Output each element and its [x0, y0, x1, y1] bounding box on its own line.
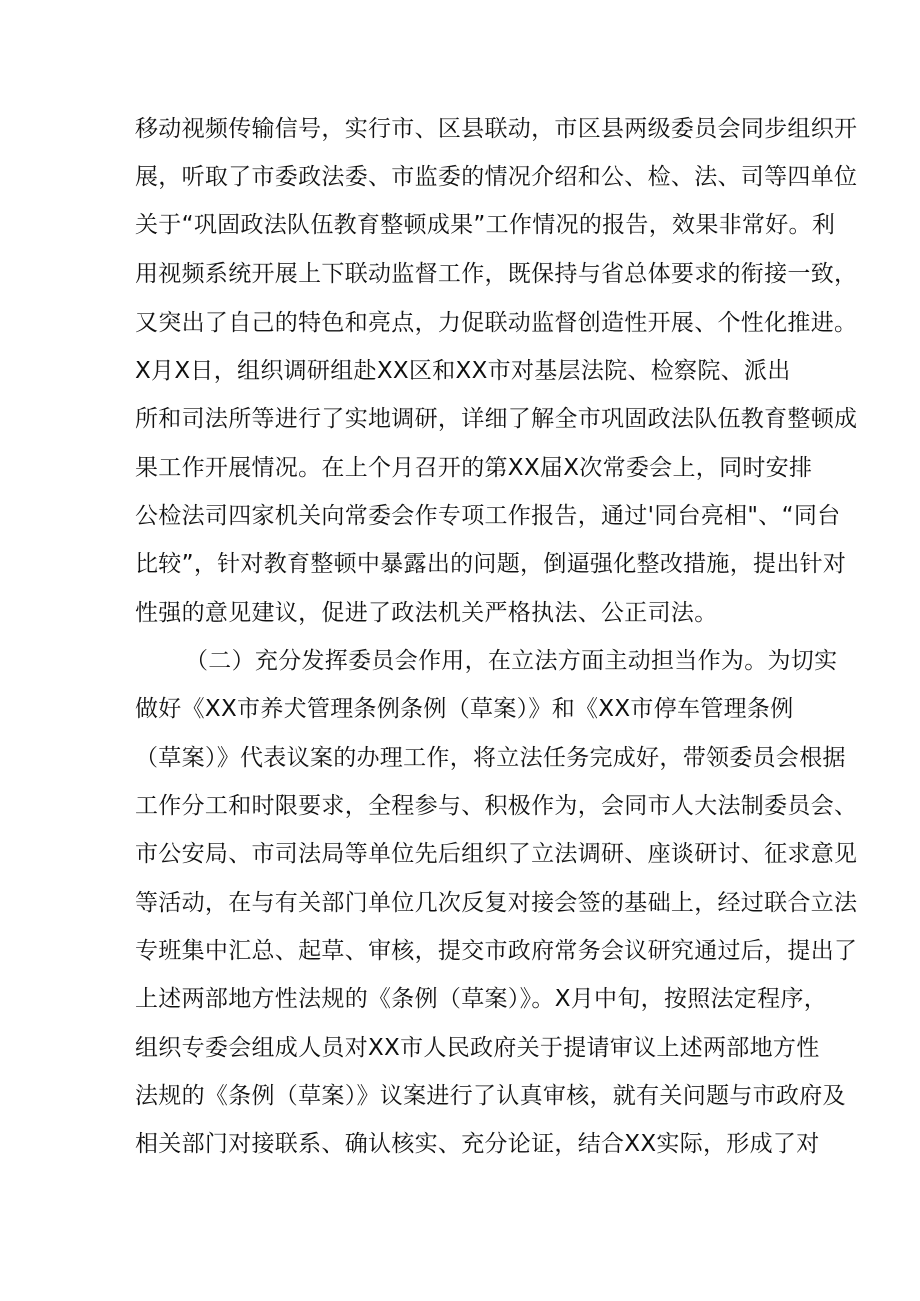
text-line: 相关部门对接联系、确认核实、充分论证，结合XX实际，形成了对	[135, 1131, 820, 1157]
text-line: 关于“巩固政法队伍教育整顿成果”工作情况的报告，效果非常好。利	[135, 212, 836, 238]
text-line: 用视频系统开展上下联动监督工作，既保持与省总体要求的衔接一致，	[135, 261, 858, 287]
text-line: X月X日，组织调研组赴XX区和XX市对基层法院、检察院、派出	[135, 358, 791, 384]
text-line: 专班集中汇总、起草、审核，提交市政府常务会议研究通过后，提出了	[135, 938, 858, 964]
text-line: 组织专委会组成人员对XX市人民政府关于提请审议上述两部地方性	[135, 1035, 820, 1061]
text-line: 工作分工和时限要求，全程参与、积极作为，会同市人大法制委员会、	[135, 793, 858, 819]
text-line: 比较”，针对教育整顿中暴露出的问题，倒逼强化整改措施，提出针对	[135, 551, 847, 577]
text-line: 法规的《条例（草案）》议案进行了认真审核，就有关问题与市政府及	[135, 1083, 846, 1109]
text-line: 性强的意见建议，促进了政法机关严格执法、公正司法。	[135, 600, 718, 626]
text-line: 所和司法所等进行了实地调研，详细了解全市巩固政法队伍教育整顿成	[135, 406, 858, 432]
text-line: 上述两部地方性法规的《条例（草案）》。X月中旬，按照法定程序，	[135, 986, 828, 1012]
section-heading-line: （二）充分发挥委员会作用，在立法方面主动担当作为。为切实	[185, 648, 838, 674]
text-line: 公检法司四家机关向常委会作专项工作报告，通过'同台亮相"、“同台	[135, 503, 841, 529]
text-line: （草案）》代表议案的办理工作，将立法任务完成好，带领委员会根据	[135, 745, 846, 771]
text-line: 市公安局、市司法局等单位先后组织了立法调研、座谈研讨、征求意见	[135, 841, 858, 867]
text-line: 果工作开展情况。在上个月召开的第XX届X次常委会上，同时安排	[135, 455, 813, 481]
text-line: 移动视频传输信号，实行市、区县联动，市区县两级委员会同步组织开	[135, 116, 858, 142]
text-line: 等活动，在与有关部门单位几次反复对接会签的基础上，经过联合立法	[135, 890, 858, 916]
text-line: 做好《XX市养犬管理条例条例（草案）》和《XX市停车管理条例	[135, 696, 794, 722]
text-line: 又突出了自己的特色和亮点，力促联动监督创造性开展、个性化推进。	[135, 310, 858, 336]
text-line: 展，听取了市委政法委、市监委的情况介绍和公、检、法、司等四单位	[135, 164, 858, 190]
